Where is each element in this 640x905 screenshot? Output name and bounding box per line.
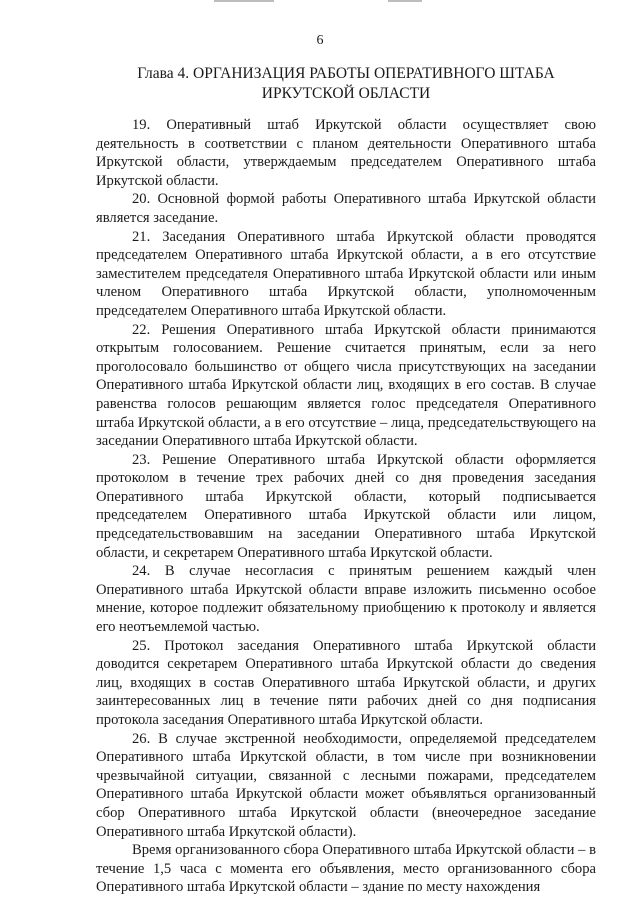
paragraph-24: 24. В случае несогласия с принятым решением каждый член Оперативного штаба Иркутской области вправе изложить письменно особое мнение, которое подлежит обязательному приобщению к протоколу и является его неотъемлемой частью.	[96, 563, 596, 636]
scan-artifact	[388, 0, 422, 2]
paragraph-23: 23. Решение Оперативного штаба Иркутской области оформляется протоколом в течение трех рабочих дней со дня проведения заседания Оперативного штаба Иркутской области, который подписывается председателем Оперативного штаба Иркутской области или лицом, председательствовавшим на заседании Оперативного штаба Иркутской области, и секретарем Оперативного штаба Иркутской области.	[96, 451, 596, 561]
paragraph-26: 26. В случае экстренной необходимости, определяемой председателем Оперативного штаба Иркутской области, в том числе при возникновении чрезвычайной ситуации, связанной с лесными пожарами, председателем Оперативного штаба Иркутской области может объявляться организованный сбор Оперативного штаба Иркутской области (внеочередное заседание Оперативного штаба Иркутской области).	[96, 730, 596, 840]
paragraph-21: 21. Заседания Оперативного штаба Иркутской области проводятся председателем Оперативного штаба Иркутской области, а в его отсутствие заместителем председателя Оперативного штаба Иркутской области или иным членом Оперативного штаба Иркутской области, уполномоченным председателем Оперативного штаба Иркутской области.	[96, 228, 596, 319]
paragraph-26-continued: Время организованного сбора Оперативного штаба Иркутской области – в течение 1,5 часа с момента его объявления, место организованного сбора Оперативного штаба Иркутской области – здание по месту нахождения	[96, 842, 596, 896]
paragraph-20: 20. Основной формой работы Оперативного штаба Иркутской области является заседание.	[96, 191, 596, 226]
paragraph-22: 22. Решения Оперативного штаба Иркутской области принимаются открытым голосованием. Решение считается принятым, если за него проголосовало большинство от общего числа присутствующих на заседании Оперативного штаба Иркутской области лиц, входящих в его состав. В случае равенства голосов решающим является голос председателя Оперативного штаба Иркутской области, а в его отсутствие – лица, председательствующего на заседании Оперативного штаба Иркутской области.	[96, 321, 596, 450]
paragraph-25: 25. Протокол заседания Оперативного штаба Иркутской области доводится секретарем Оперативного штаба Иркутской области до сведения лиц, входящих в состав Оперативного штаба Иркутской области, и других заинтересованных лиц в течение пяти рабочих дней со дня подписания протокола заседания Оперативного штаба Иркутской области.	[96, 637, 596, 728]
document-body	[96, 116, 596, 897]
chapter-title: Глава 4. ОРГАНИЗАЦИЯ РАБОТЫ ОПЕРАТИВНОГО ШТАБА ИРКУТСКОЙ ОБЛАСТИ	[137, 65, 555, 102]
page-number: 6	[316, 33, 324, 48]
scan-artifact	[214, 0, 274, 2]
paragraph-19: 19. Оперативный штаб Иркутской области осуществляет свою деятельность в соответствии с планом деятельности Оперативного штаба Иркутской области, утверждаемым председателем Оперативного штаба Иркутской области.	[96, 117, 596, 189]
